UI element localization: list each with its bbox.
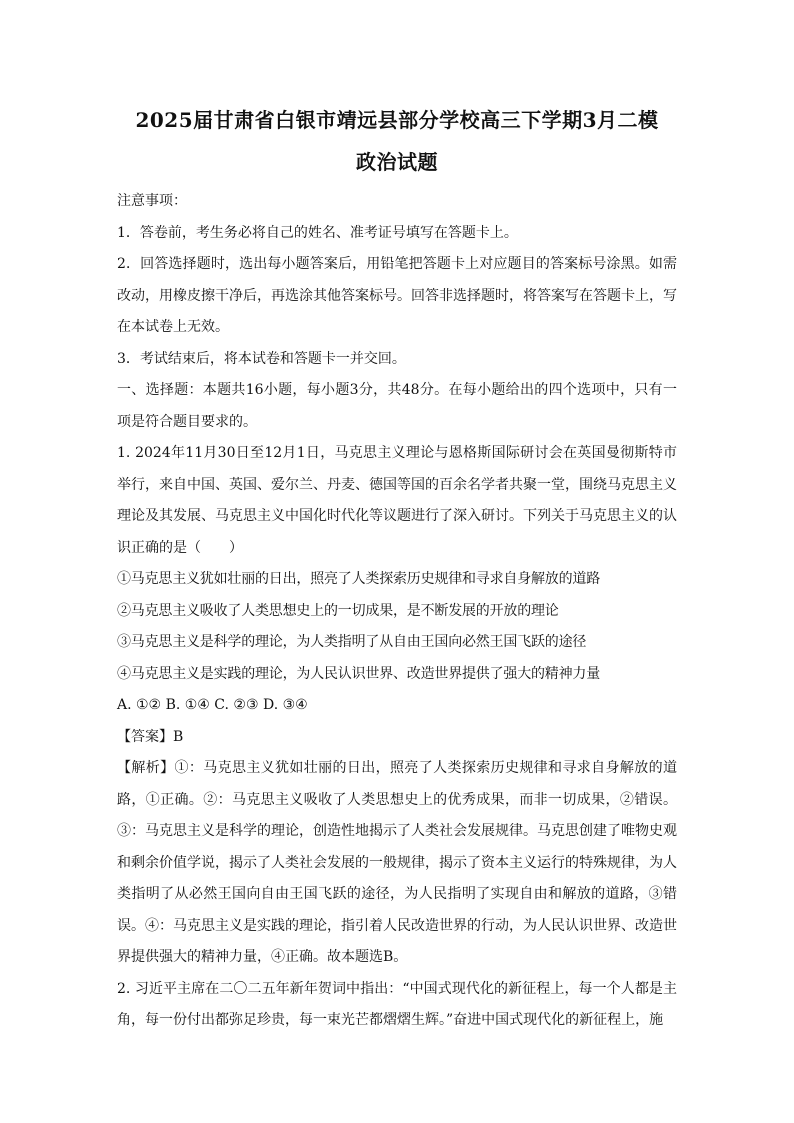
question-2-stem: 2. 习近平主席在二〇二五年新年贺词中指出：“中国式现代化的新征程上，每一个人都是主角，每一份付出都弥足珍贵，每一束光芒都熠熠生辉。”奋进中国式现代化的新征程上，施	[117, 980, 677, 1028]
notes-heading: 注意事项：	[117, 193, 187, 209]
question-1-answer: 【答案】B	[117, 728, 184, 745]
section-heading: 一、选择题：本题共16小题，每小题3分，共48分。在每小题给出的四个选项中，只有一项是符合题目要求的。	[117, 382, 677, 430]
question-1-stem: 1. 2024年11月30日至12月1日，马克思主义理论与恩格斯国际研讨会在英国曼彻斯特市举行，来自中国、英国、爱尔兰、丹麦、德国等国的百余名学者共聚一堂，围绕马克思主义理论及其发展、马克思主义中国化时代化等议题进行了深入研讨。下列关于马克思主义的认识正确的是（ ）	[117, 445, 677, 556]
question-1-statement-3: ③马克思主义是科学的理论，为人类指明了从自由王国向必然王国飞跃的途径	[117, 634, 587, 650]
question-1-statement-1: ①马克思主义犹如壮丽的日出，照亮了人类探索历史规律和寻求自身解放的道路	[117, 571, 600, 587]
exam-subject-title: 政治试题	[356, 150, 438, 174]
exam-title: 2025届甘肃省白银市靖远县部分学校高三下学期3月二模	[135, 108, 659, 132]
notes-item-1: 1．答卷前，考生务必将自己的姓名、准考证号填写在答题卡上。	[117, 224, 518, 241]
question-1-statement-2: ②马克思主义吸收了人类思想史上的一切成果，是不断发展的开放的理论	[117, 602, 559, 619]
notes-item-2: 2．回答选择题时，选出每小题答案后，用铅笔把答题卡上对应题目的答案标号涂黑。如需改动，用橡皮擦干净后，再选涂其他答案标号。回答非选择题时，将答案写在答题卡上，写在本试卷上无效。	[117, 256, 677, 335]
question-1-options: A. ①② B. ①④ C. ②③ D. ③④	[117, 697, 308, 713]
exam-content	[117, 186, 677, 1037]
notes-item-3: 3．考试结束后，将本试卷和答题卡一并交回。	[117, 350, 406, 367]
question-1-analysis: 【解析】①：马克思主义犹如壮丽的日出，照亮了人类探索历史规律和寻求自身解放的道路，①正确。②：马克思主义吸收了人类思想史上的优秀成果，而非一切成果，②错误。③：马克思主义是科学的理论，创造性地揭示了人类社会发展规律。马克思创建了唯物史观和剩余价值学说，揭示了人类社会发展的一般规律，揭示了资本主义运行的特殊规律，为人类指明了从必然王国向自由王国飞跃的途径，为人民指明了实现自由和解放的道路，③错误。④：马克思主义是实践的理论，指引着人民改造世界的行动，为人民认识世界、改造世界提供强大的精神力量，④正确。故本题选B。	[117, 760, 677, 965]
question-1-statement-4: ④马克思主义是实践的理论，为人民认识世界、改造世界提供了强大的精神力量	[117, 665, 600, 682]
